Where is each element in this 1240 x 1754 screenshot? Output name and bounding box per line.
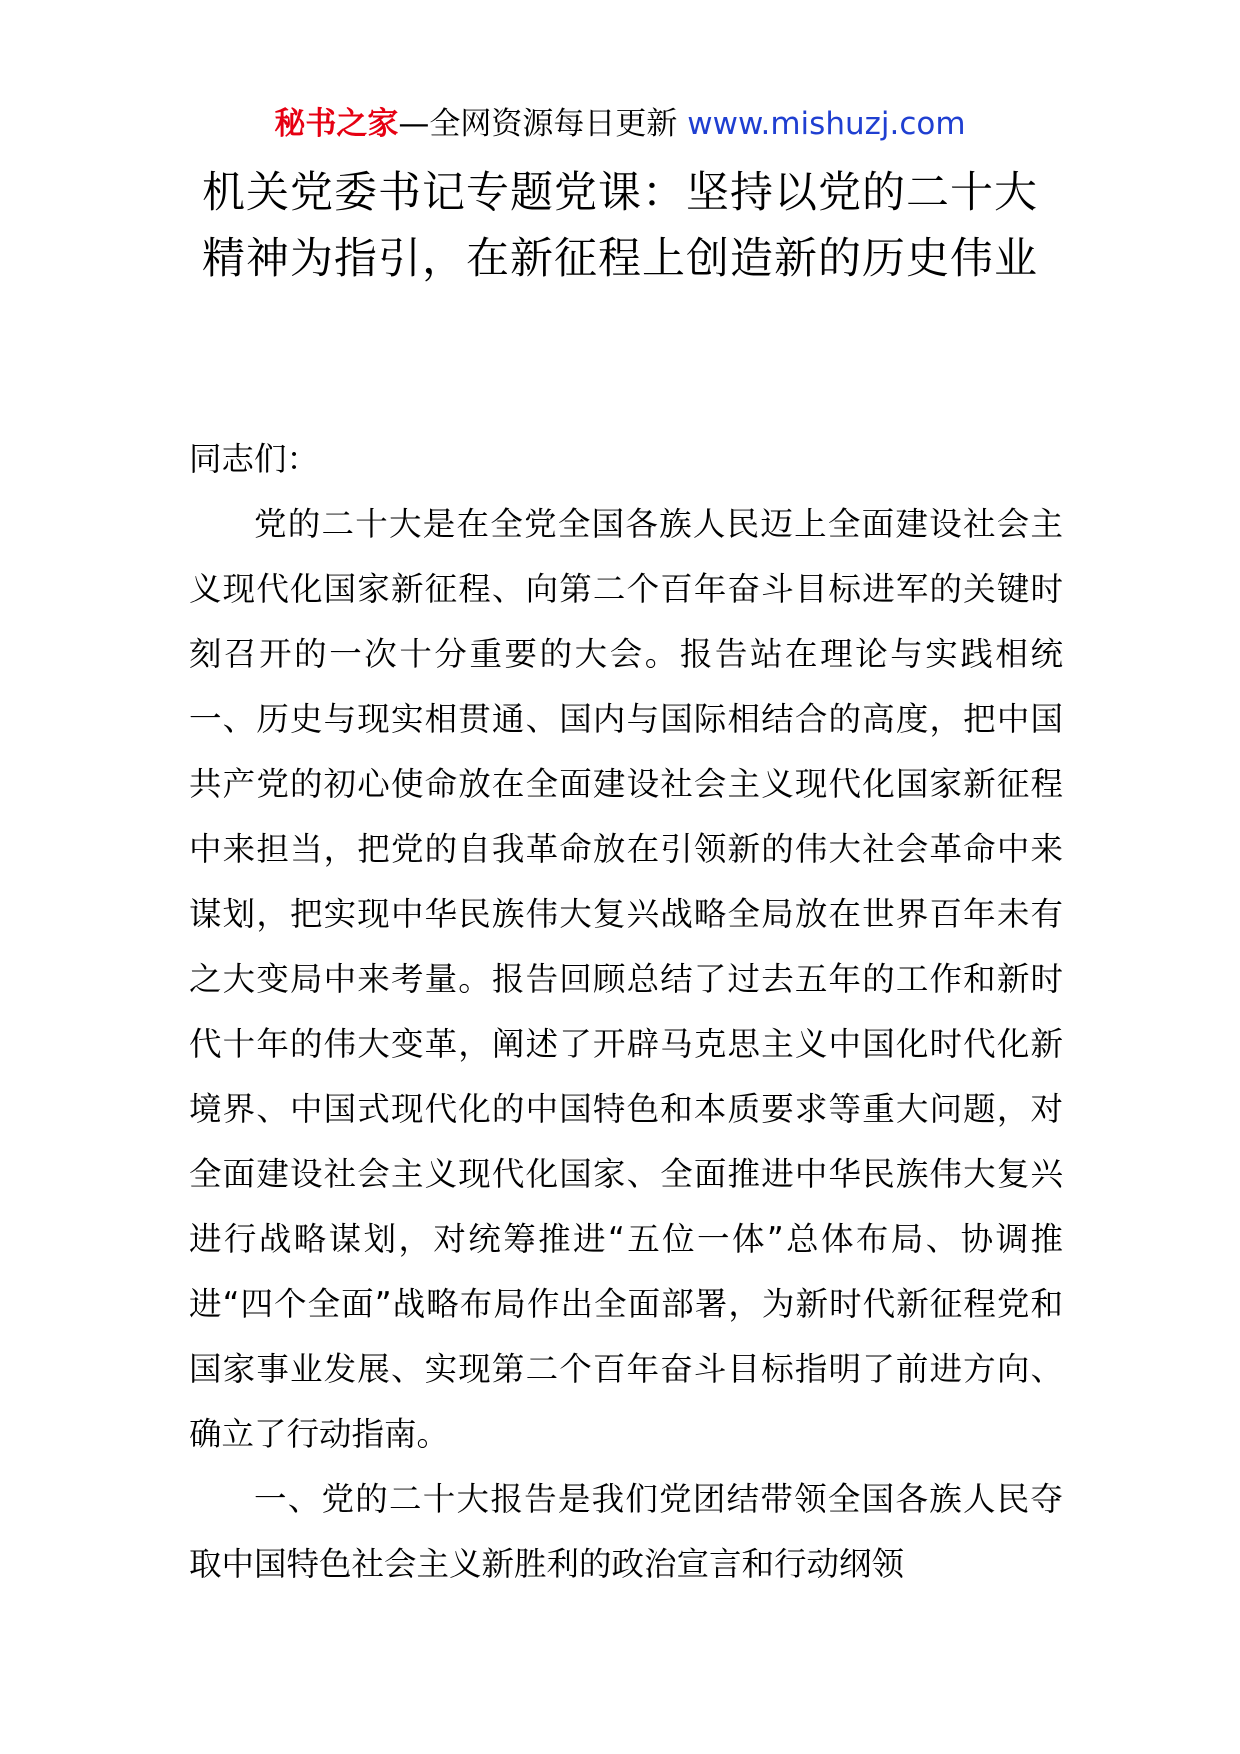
salutation: 同志们： <box>189 440 320 478</box>
site-url-link[interactable]: www.mishuzj.com <box>687 106 966 142</box>
section-heading-1: 一、党的二十大报告是我们党团结带领全国各族人民夺取中国特色社会主义新胜利的政治宣言和行动纲领 <box>189 1480 1063 1583</box>
site-header <box>0 100 1240 148</box>
document-title: 机关党委书记专题党课：坚持以党的二十大精神为指引，在新征程上创造新的历史伟业 <box>202 168 1038 284</box>
document-body <box>189 427 1063 1597</box>
body-paragraph-1: 党的二十大是在全党全国各族人民迈上全面建设社会主义现代化国家新征程、向第二个百年奋斗目标进军的关键时刻召开的一次十分重要的大会。报告站在理论与实践相统一、历史与现实相贯通、国内与国际相结合的高度，把中国共产党的初心使命放在全面建设社会主义现代化国家新征程中来担当，把党的自我革命放在引领新的伟大社会革命中来谋划，把实现中华民族伟大复兴战略全局放在世界百年未有之大变局中来考量。报告回顾总结了过去五年的工作和新时代十年的伟大变革，阐述了开辟马克思主义中国化时代化新境界、中国式现代化的中国特色和本质要求等重大问题，对全面建设社会主义现代化国家、全面推进中华民族伟大复兴进行战略谋划，对统筹推进“五位一体”总体布局、协调推进“四个全面”战略布局作出全面部署，为新时代新征程党和国家事业发展、实现第二个百年奋斗目标指明了前进方向、确立了行动指南。 <box>189 505 1063 1453</box>
brand-name: 秘书之家 <box>274 106 399 142</box>
header-slogan: —全网资源每日更新 <box>398 106 688 142</box>
